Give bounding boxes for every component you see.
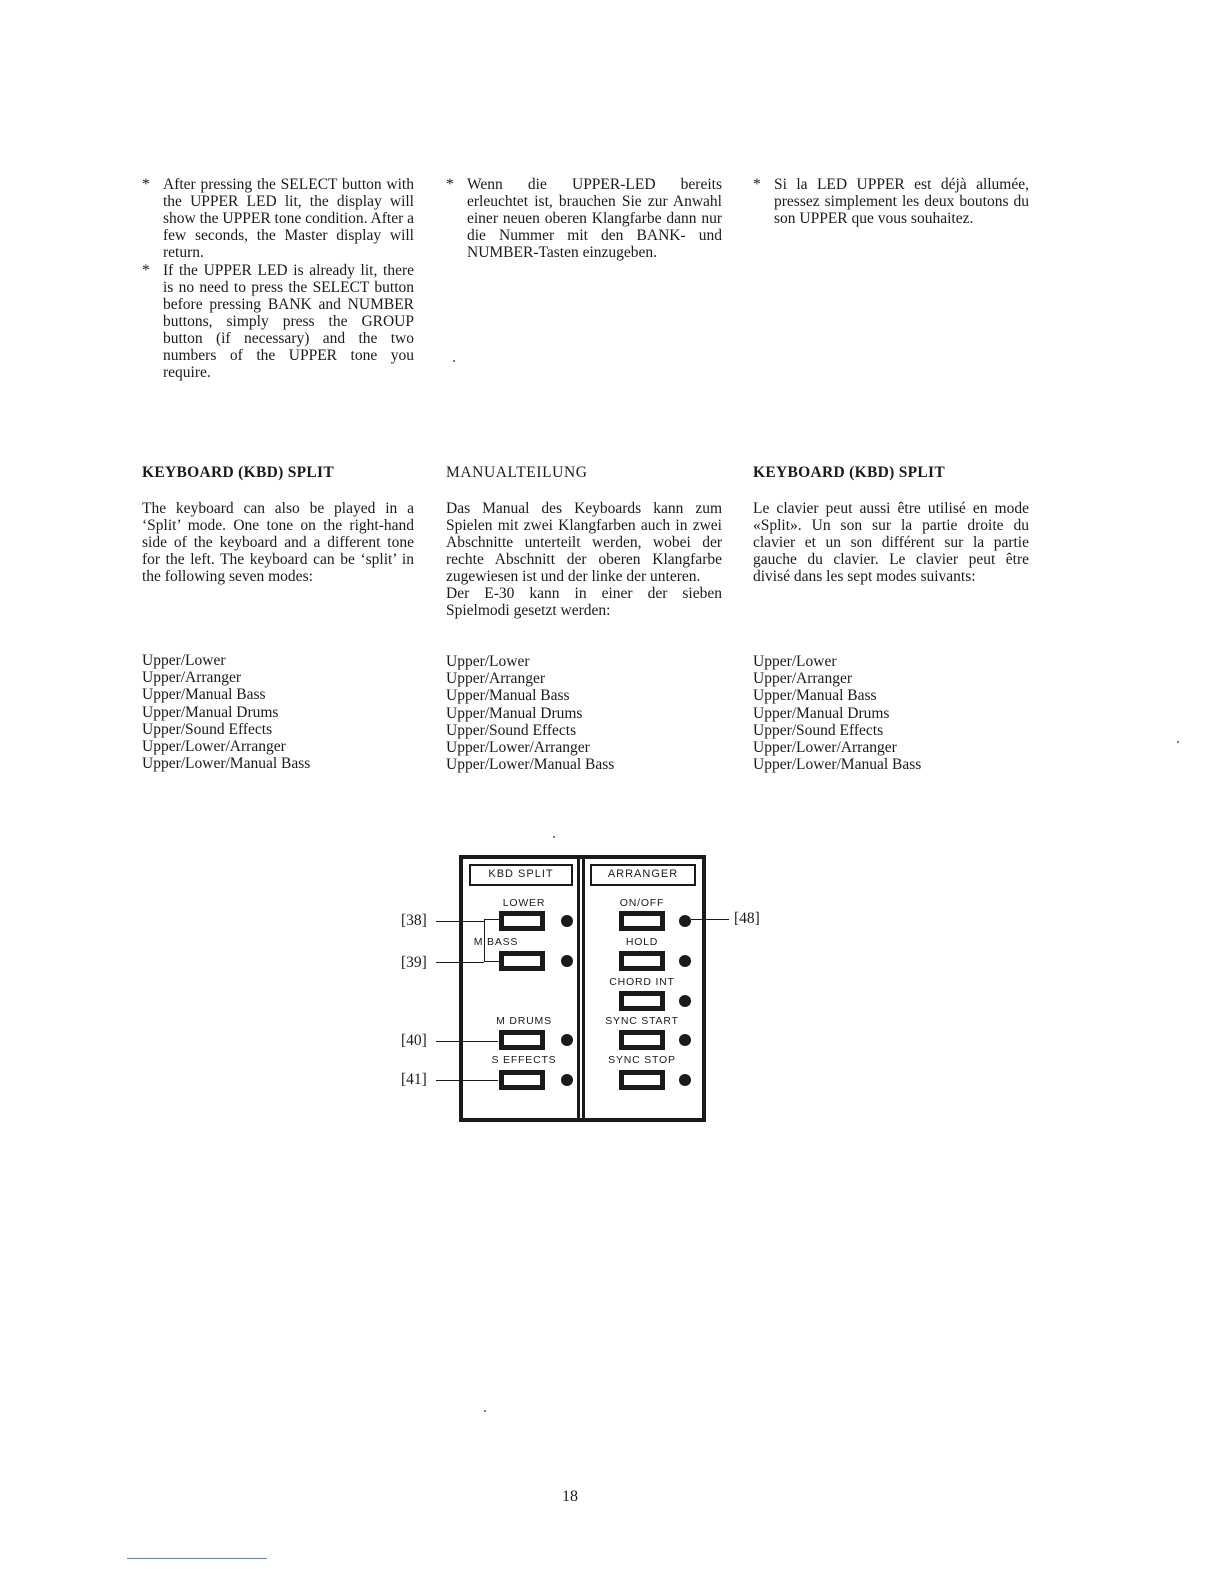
french-heading: KEYBOARD (KBD) SPLIT [753, 464, 946, 481]
bullet-star: * [446, 176, 454, 193]
mode-item: Upper/Lower/Arranger [753, 739, 897, 757]
mode-item: Upper/Arranger [753, 670, 852, 688]
s-effects-label: S EFFECTS [491, 1054, 557, 1066]
german-body [446, 500, 722, 619]
ref-38-label: [38] [401, 912, 427, 929]
ref-39-label: [39] [401, 954, 427, 971]
m-bass-button[interactable] [499, 951, 545, 971]
m-drums-button[interactable] [499, 1030, 545, 1050]
scan-speck [1177, 741, 1179, 743]
arranger-section-label: ARRANGER [590, 864, 696, 886]
chord-int-button[interactable] [619, 991, 665, 1011]
german-notes [446, 176, 722, 261]
english-body-text: The keyboard can also be played in a ‘Split’ mode. One tone on the right-hand side of the keyboard and a different tone for the left. The keyboard can be ‘split’ in the following seven modes: [142, 500, 414, 585]
german-heading: MANUALTEILUNG [446, 464, 588, 481]
mode-item: Upper/Manual Bass [446, 687, 570, 705]
on-off-button[interactable] [619, 911, 665, 931]
page-number: 18 [562, 1488, 578, 1505]
lower-label: LOWER [502, 897, 546, 909]
english-heading: KEYBOARD (KBD) SPLIT [142, 464, 335, 481]
mode-item: Upper/Sound Effects [753, 721, 884, 739]
mode-item: Upper/Lower [142, 652, 226, 669]
hold-label: HOLD [625, 936, 659, 948]
m-bass-label: M BASS [473, 936, 519, 948]
sync-stop-led-indicator [679, 1074, 691, 1086]
mode-item: Upper/Lower/Arranger [446, 739, 590, 757]
on-off-led-indicator [679, 915, 691, 927]
mode-item: Upper/Lower [753, 653, 837, 670]
mode-item: Upper/Lower/Manual Bass [142, 755, 311, 773]
mode-item: Upper/Manual Drums [753, 704, 890, 722]
english-note-2-text: If the UPPER LED is already lit, there is no need to press the SELECT button before pressing BANK and NUMBER buttons, simply press the GROUP button (if necessary) and the two numbers of the UPPER tone you require. [163, 262, 414, 381]
hold-button[interactable] [619, 951, 665, 971]
sync-start-led-indicator [679, 1034, 691, 1046]
german-modes-list [446, 653, 722, 773]
bullet-star: * [753, 176, 761, 193]
mode-item: Upper/Lower/Arranger [142, 738, 286, 756]
scan-speck [553, 836, 555, 838]
mode-item: Upper/Sound Effects [142, 720, 273, 738]
sync-start-button[interactable] [619, 1030, 665, 1050]
ref-40-leader [436, 1041, 498, 1042]
sync-start-label: SYNC START [605, 1015, 679, 1027]
ref-48-leader [691, 919, 729, 920]
mode-item: Upper/Arranger [142, 669, 241, 687]
sync-stop-label: SYNC STOP [608, 1054, 676, 1066]
english-body [142, 500, 414, 585]
mode-item: Upper/Manual Drums [446, 704, 583, 722]
ref-38-leader [436, 921, 484, 922]
sync-stop-button[interactable] [619, 1070, 665, 1090]
ref-41-label: [41] [401, 1071, 427, 1088]
german-body-text: Das Manual des Keyboards kann zum Spielen mit zwei Klangfarben auch in zwei Abschnitte unterteilt werden, wobei der rechte Abschnitt der oberen Klangfarbe zugewiesen ist und der linke der unteren. [446, 500, 722, 585]
ref-48-label: [48] [734, 910, 760, 927]
french-note-1-text: Si la LED UPPER est déjà allumée, pressez simplement les deux boutons du son UPPER que vous souhaitez. [774, 176, 1029, 227]
mode-item: Upper/Arranger [446, 670, 545, 688]
chord-int-led-indicator [679, 995, 691, 1007]
mode-item: Upper/Lower [446, 653, 530, 670]
french-notes [753, 176, 1029, 227]
scan-speck [453, 360, 455, 362]
ref-41-leader [436, 1080, 498, 1081]
french-body [753, 500, 1029, 585]
scan-speck [484, 1410, 486, 1412]
hold-led-indicator [679, 955, 691, 967]
english-note-1 [142, 176, 414, 261]
german-body-text-2: Der E-30 kann in einer der sieben Spielmodi gesetzt werden: [446, 585, 722, 619]
bullet-star: * [142, 176, 150, 193]
ref-39-leader [436, 962, 484, 963]
english-modes-list [142, 652, 414, 772]
mode-item: Upper/Manual Bass [142, 686, 266, 704]
mode-item: Upper/Lower/Manual Bass [753, 756, 922, 774]
english-note-1-text: After pressing the SELECT button with the UPPER LED lit, the display will show the UPPER tone condition. After a few seconds, the Master display will return. [163, 176, 414, 261]
ref-40-label: [40] [401, 1032, 427, 1049]
mode-item: Upper/Manual Bass [753, 687, 877, 705]
bullet-star: * [142, 262, 150, 279]
mode-item: Upper/Manual Drums [142, 703, 279, 721]
french-note-1 [753, 176, 1029, 227]
footer-rule [127, 1558, 267, 1559]
french-modes-list [753, 653, 1029, 773]
panel-divider [577, 855, 585, 1122]
on-off-label: ON/OFF [619, 897, 665, 909]
kbd-split-section-label: KBD SPLIT [469, 864, 573, 886]
mode-item: Upper/Lower/Manual Bass [446, 756, 615, 774]
s-effects-button[interactable] [499, 1070, 545, 1090]
lower-led-indicator [561, 915, 573, 927]
english-notes [142, 176, 414, 381]
mode-item: Upper/Sound Effects [446, 721, 577, 739]
chord-int-label: CHORD INT [609, 976, 675, 988]
m-drums-led-indicator [561, 1034, 573, 1046]
m-drums-label: M DRUMS [496, 1015, 552, 1027]
m-bass-led-indicator [561, 955, 573, 967]
lower-button[interactable] [499, 911, 545, 931]
german-note-1 [446, 176, 722, 261]
s-effects-led-indicator [561, 1074, 573, 1086]
english-note-2 [142, 262, 414, 381]
german-note-1-text: Wenn die UPPER-LED bereits erleuchtet ist, brauchen Sie zur Anwahl einer neuen oberen Klangfarbe dann nur die Nummer mit den BANK- und NUMBER-Tasten einzugeben. [467, 176, 722, 261]
french-body-text: Le clavier peut aussi être utilisé en mode «Split». Un son sur la partie droite du clavier et un son différent sur la partie gauche du clavier. Le clavier peut être divisé dans les sept modes suivants: [753, 500, 1029, 585]
